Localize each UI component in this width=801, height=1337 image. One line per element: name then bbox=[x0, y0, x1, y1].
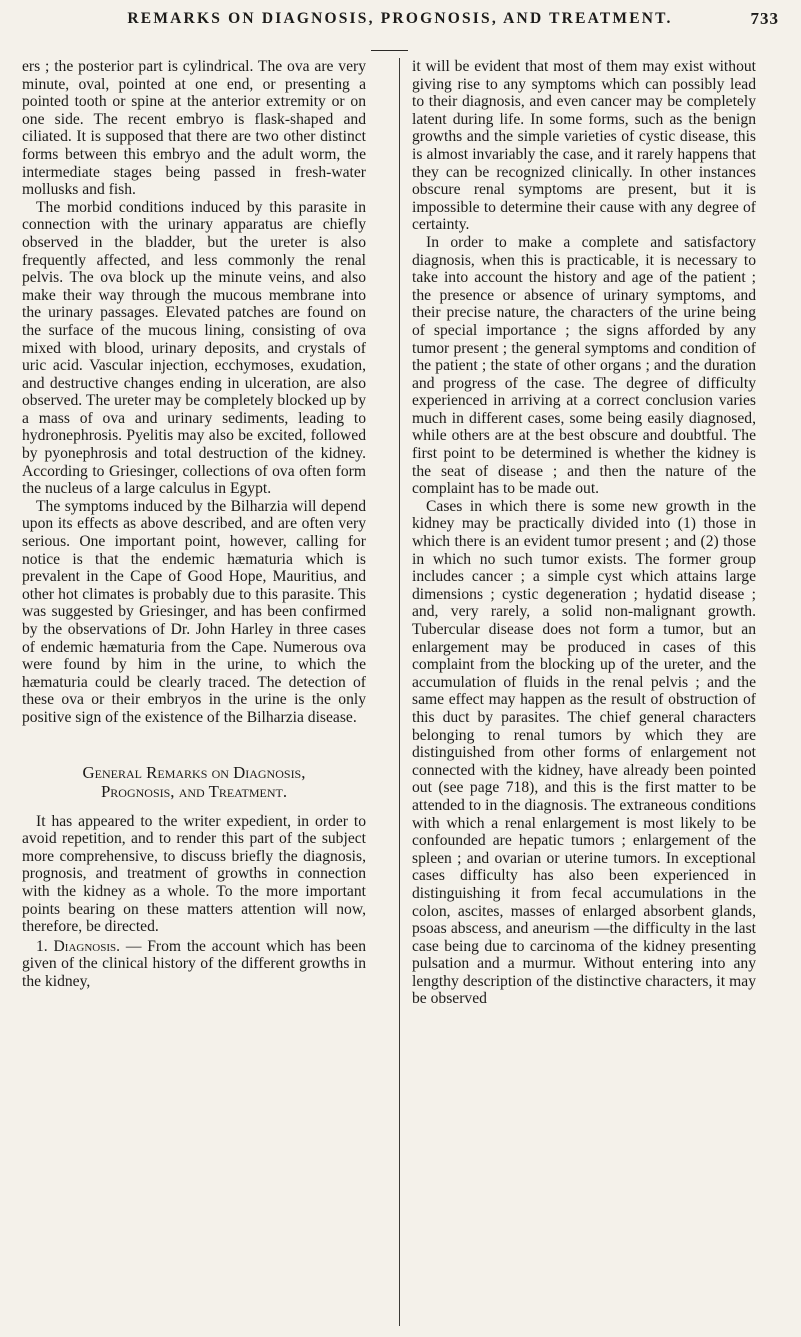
left-paragraph-3: The symptoms induced by the Bilharzia will depend upon its effects as above described, and are often very serious. One important point, however, calling for notice is that the endemic hæmaturia which is prevalent in the Cape of Good Hope, Mauritius, and other hot climates is probably due to this parasite. This was suggested by Griesinger, and has been confirmed by the observations of Dr. John Harley in three cases of endemic hæmaturia from the Cape. Numerous ova were found by him in the urine, to which the hæmaturia could be clearly traced. The detection of these ova or their embryos in the urine is the only positive sign of the existence of the Bilharzia disease. bbox=[22, 497, 366, 726]
header-rule bbox=[371, 50, 408, 51]
right-paragraph-3: Cases in which there is some new growth in the kidney may be practically divided into (1) those in which there is an evident tumor present ; and (2) those in which no such tumor exists. The former group includes cancer ; a simple cyst which attains large dimensions ; cystic degeneration ; hydatid disease ; and, very rarely, a solid non-malignant growth. Tubercular disease does not form a tumor, but an enlargement may be produced in cases of this complaint from the blocking up of the ureter, and the accumulation of fluids in the renal pelvis ; and the same effect may happen as the result of obstruction of this duct by parasites. The chief general characters belonging to renal tumors by which they are distinguished from other forms of enlargement not connected with the kidney, have already been pointed out (see page 718), and this is the first matter to be attended to in the diagnosis. The extraneous conditions with which a renal enlargement is most likely to be confounded are hepatic tumors ; enlargement of the spleen ; and ovarian or uterine tumors. In exceptional cases difficulty has also been experienced in distinguishing it from fecal accumulations in the colon, ascites, masses of enlarged absorbent glands, psoas abscess, and aneurism —the difficulty in the last case being due to carcinoma of the kidney presenting pulsation and a murmur. Without entering into any lengthy description of the distinctive characters, it may be observed bbox=[412, 497, 756, 1008]
running-head: REMARKS ON DIAGNOSIS, PROGNOSIS, AND TREATMENT. bbox=[127, 10, 673, 27]
page-number: 733 bbox=[750, 9, 779, 28]
diagnosis-subheading: 1. Diagnosis. bbox=[36, 937, 121, 955]
right-paragraph-1: it will be evident that most of them may exist without giving rise to any symptoms which can possibly lead to their diagnosis, and even cancer may be completely latent during life. In some forms, such as the benign growths and the simple varieties of cystic disease, this is almost invariably the case, and it rarely happens that they can be recognized clinically. In other instances obscure renal symptoms are present, but it is impossible to determine their cause with any degree of certainty. bbox=[412, 58, 756, 234]
column-divider bbox=[399, 58, 400, 1326]
section-heading-line-2: Prognosis, and Treatment. bbox=[100, 781, 288, 801]
right-paragraph-2: In order to make a complete and satisfactory diagnosis, when this is practicable, it is necessary to take into account the history and age of the patient ; the presence or absence of urinary symptoms, and their precise nature, the characters of the urine being of special importance ; the signs afforded by any tumor present ; the general symptoms and condition of the patient ; the state of other organs ; and the duration and progress of the case. The degree of difficulty experienced in arriving at a correct conclusion varies much in different cases, some being easily diagnosed, while others are at the best obscure and doubtful. The first point to be determined is whether the kidney is the seat of disease ; and then the nature of the complaint has to be made out. bbox=[412, 233, 756, 498]
left-paragraph-5 bbox=[22, 938, 366, 991]
left-paragraph-2: The morbid conditions induced by this parasite in connection with the urinary apparatus are chiefly observed in the bladder, but the ureter is also frequently affected, and less commonly the renal pelvis. The ova block up the minute veins, and also make their way through the mucous membrane into the urinary passages. Elevated patches are found on the surface of the mucous lining, consisting of ova mixed with blood, urinary deposits, and crystals of uric acid. Vascular injection, ecchymoses, exudation, and destructive changes ending in ulceration, are also observed. The ureter may be completely blocked up by a mass of ova and urinary sediments, leading to hydronephrosis. Pyelitis may also be excited, followed by pyonephrosis and total destruction of the kidney. According to Griesinger, collections of ova often form the nucleus of a large calculus in Egypt. bbox=[22, 198, 366, 498]
left-column bbox=[22, 58, 366, 991]
section-heading bbox=[22, 763, 366, 801]
right-column bbox=[412, 58, 756, 1008]
diagnosis-text: — From the account which has been given of the clinical history of the different growths in the kidney, bbox=[22, 937, 366, 990]
left-paragraph-4: It has appeared to the writer expedient, in order to avoid repetition, and to render this part of the subject more comprehensive, to discuss briefly the diagnosis, prognosis, and treatment of growths in connection with the kidney as a whole. To the more important points bearing on these matters attention will now, therefore, be directed. bbox=[22, 812, 366, 936]
section-heading-line-1: General Remarks on Diagnosis, bbox=[82, 762, 306, 782]
left-paragraph-1: ers ; the posterior part is cylindrical. The ova are very minute, oval, pointed at one end, or presenting a pointed tooth or spine at the anterior extremity or on one side. The recent embryo is flask-shaped and ciliated. It is supposed that there are two other distinct forms between this embryo and the adult worm, the intermediate stages being passed in fresh-water mollusks and fish. bbox=[22, 58, 366, 199]
